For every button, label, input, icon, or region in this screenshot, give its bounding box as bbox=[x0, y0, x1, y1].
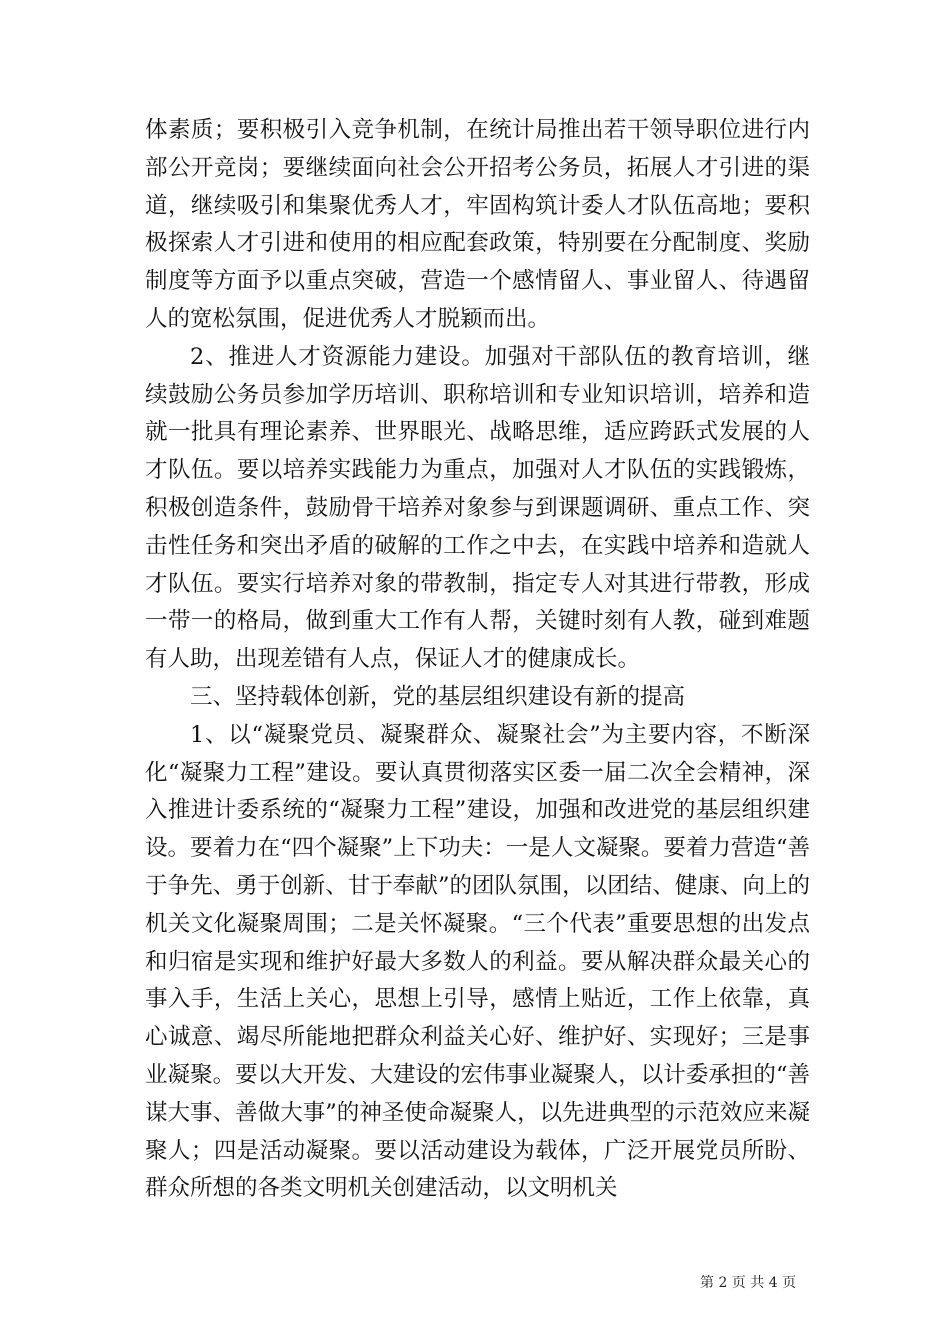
paragraph-cohesion-project: 1、以“凝聚党员、凝聚群众、凝聚社会”为主要内容，不断深化“凝聚力工程”建设。要认真贯彻落实区委一届二次全会精神，深入推进计委系统的“凝聚力工程”建设，加强和改进党的基层组织建设。要着力在“四个凝聚”上下功夫：一是人文凝聚。要着力营造“善于争先、勇于创新、甘于奉献”的团队氛围，以团结、健康、向上的机关文化凝聚周围；二是关怀凝聚。“三个代表”重要思想的出发点和归宿是实现和维护好最大多数人的利益。要从解决群众最关心的事入手，生活上关心，思想上引导，感情上贴近，工作上依靠，真心诚意、竭尽所能地把群众利益关心好、维护好、实现好；三是事业凝聚。要以大开发、大建设的宏伟事业凝聚人，以计委承担的“善谋大事、善做大事”的神圣使命凝聚人，以先进典型的示范效应来凝聚人；四是活动凝聚。要以活动建设为载体，广泛开展党员所盼、群众所想的各类文明机关创建活动，以文明机关 bbox=[145, 721, 810, 1202]
page-number-footer: 第 2 页 共 4 页 bbox=[700, 1275, 797, 1291]
section-heading-three: 三、坚持载体创新，党的基层组织建设有新的提高 bbox=[190, 683, 686, 710]
document-body bbox=[145, 112, 810, 1208]
paragraph-talent-capacity: 2、推进人才资源能力建设。加强对干部队伍的教育培训，继续鼓励公务员参加学历培训、职称培训和专业知识培训，培养和造就一批具有理论素养、世界眼光、战略思维，适应跨跃式发展的人才队伍。要以培养实践能力为重点，加强对人才队伍的实践锻炼，积极创造条件，鼓励骨干培养对象参与到课题调研、重点工作、突击性任务和突出矛盾的破解的工作之中去，在实践中培养和造就人才队伍。要实行培养对象的带教制，指定专人对其进行带教，形成一带一的格局，做到重大工作有人帮，关键时刻有人教，碰到难题有人助，出现差错有人点，保证人才的健康成长。 bbox=[145, 343, 810, 673]
paragraph-talent-mechanism: 体素质；要积极引入竞争机制，在统计局推出若干领导职位进行内部公开竞岗；要继续面向社会公开招考公务员，拓展人才引进的渠道，继续吸引和集聚优秀人才，牢固构筑计委人才队伍高地；要积极探索人才引进和使用的相应配套政策，特别要在分配制度、奖励制度等方面予以重点突破，营造一个感情留人、事业留人、待遇留人的宽松氛围，促进优秀人才脱颖而出。 bbox=[145, 117, 810, 332]
